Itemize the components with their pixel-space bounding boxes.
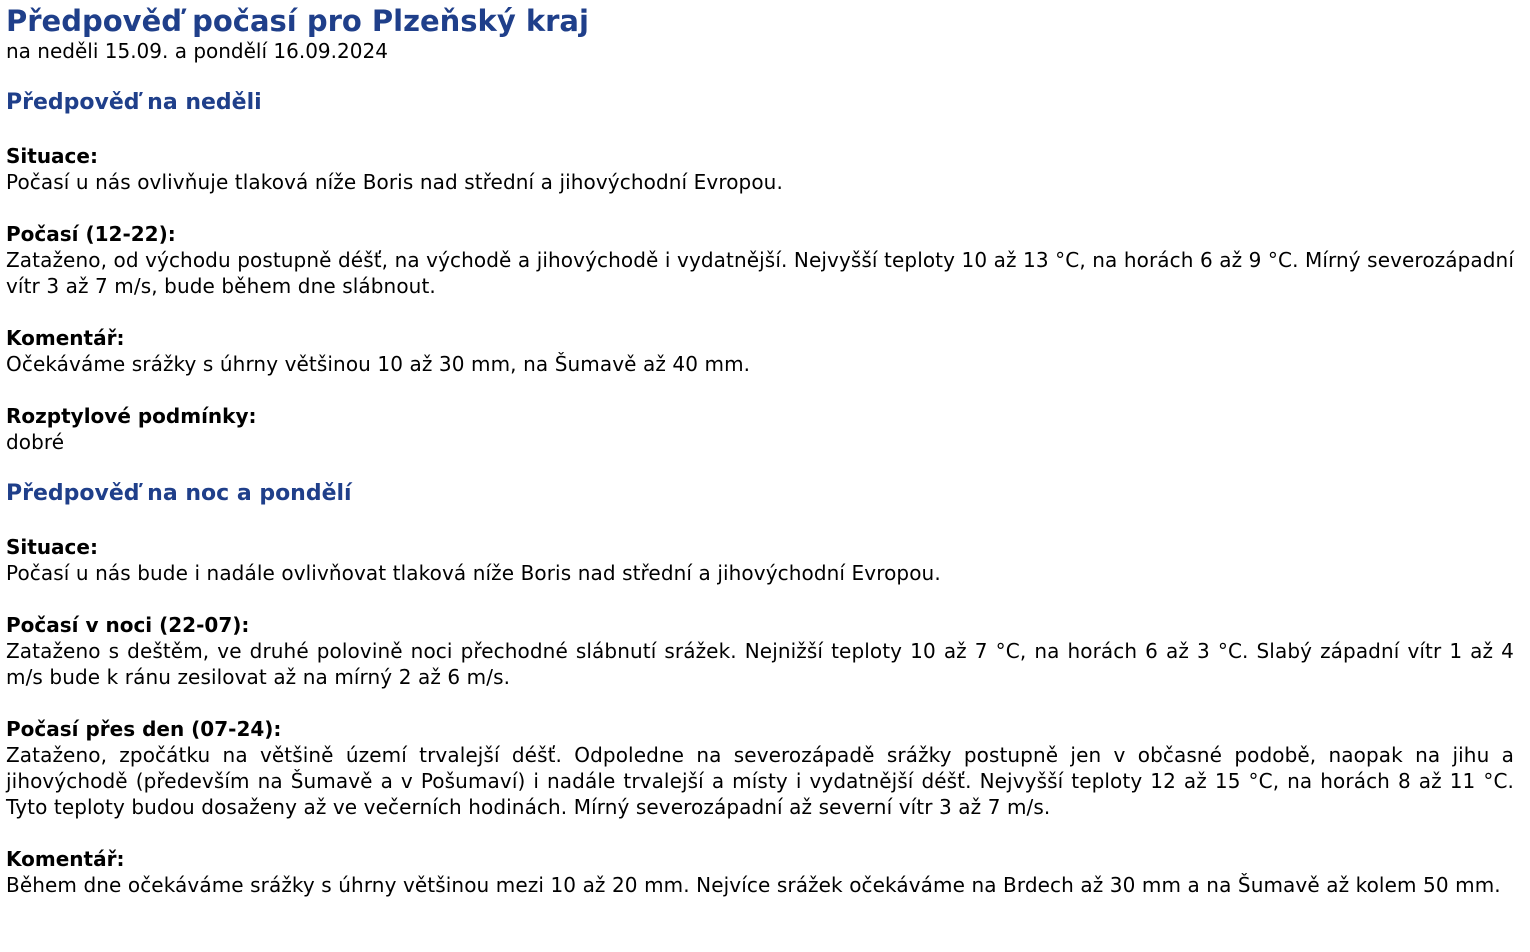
page-subtitle: na neděli 15.09. a pondělí 16.09.2024 bbox=[6, 39, 388, 63]
block-label: Počasí přes den (07-24): bbox=[6, 717, 282, 741]
block-label: Situace: bbox=[6, 144, 98, 168]
block-day-weather bbox=[6, 716, 1514, 820]
section-heading-sunday: Předpověď na neděli bbox=[6, 90, 262, 115]
block-sunday-comment bbox=[6, 325, 1514, 377]
block-label: Situace: bbox=[6, 535, 98, 559]
block-text: Počasí u nás ovlivňuje tlaková níže Boris nad střední a jihovýchodní Evropou. bbox=[6, 170, 783, 194]
block-label: Komentář: bbox=[6, 847, 125, 871]
block-label: Rozptylové podmínky: bbox=[6, 404, 257, 428]
block-text: Očekáváme srážky s úhrny většinou 10 až 30 mm, na Šumavě až 40 mm. bbox=[6, 352, 751, 376]
block-text: Zataženo, od východu postupně déšť, na východě a jihovýchodě i vydatnější. Nejvyšší teploty 10 až 13 °C, na horách 6 až 9 °C. Mírný severozápadní vítr 3 až 7 m/s, bude během dne slábnout. bbox=[6, 248, 1514, 298]
block-monday-situation bbox=[6, 534, 1514, 586]
block-text: Během dne očekáváme srážky s úhrny většinou mezi 10 až 20 mm. Nejvíce srážek očekáváme na Brdech až 30 mm a na Šumavě až kolem 50 mm. bbox=[6, 873, 1501, 897]
block-sunday-dispersion bbox=[6, 403, 1514, 455]
section-heading-monday: Předpověď na noc a pondělí bbox=[6, 481, 352, 506]
block-label: Počasí v noci (22-07): bbox=[6, 613, 250, 637]
block-sunday-weather bbox=[6, 221, 1514, 299]
page-title: Předpověď počasí pro Plzeňský kraj bbox=[6, 4, 589, 38]
block-text: Zataženo, zpočátku na většině území trvalejší déšť. Odpoledne na severozápadě srážky postupně jen v občasné podobě, naopak na jihu a jihovýchodě (především na Šumavě a v Pošumaví) i nadále trvalejší a místy i vydatnější déšť. Nejvyšší teploty 12 až 15 °C, na horách 8 až 11 °C. Tyto teploty budou dosaženy až ve večerních hodinách. Mírný severozápadní až severní vítr 3 až 7 m/s. bbox=[6, 743, 1514, 819]
block-night-weather bbox=[6, 612, 1514, 690]
block-text: Zataženo s deštěm, ve druhé polovině noci přechodné slábnutí srážek. Nejnižší teploty 10 až 7 °C, na horách 6 až 3 °C. Slabý západní vítr 1 až 4 m/s bude k ránu zesilovat až na mírný 2 až 6 m/s. bbox=[6, 639, 1514, 689]
block-label: Počasí (12-22): bbox=[6, 222, 176, 246]
block-monday-comment bbox=[6, 846, 1514, 898]
block-sunday-situation bbox=[6, 143, 1514, 195]
block-text: dobré bbox=[6, 430, 65, 454]
block-text: Počasí u nás bude i nadále ovlivňovat tlaková níže Boris nad střední a jihovýchodní Evropou. bbox=[6, 561, 941, 585]
block-label: Komentář: bbox=[6, 326, 125, 350]
